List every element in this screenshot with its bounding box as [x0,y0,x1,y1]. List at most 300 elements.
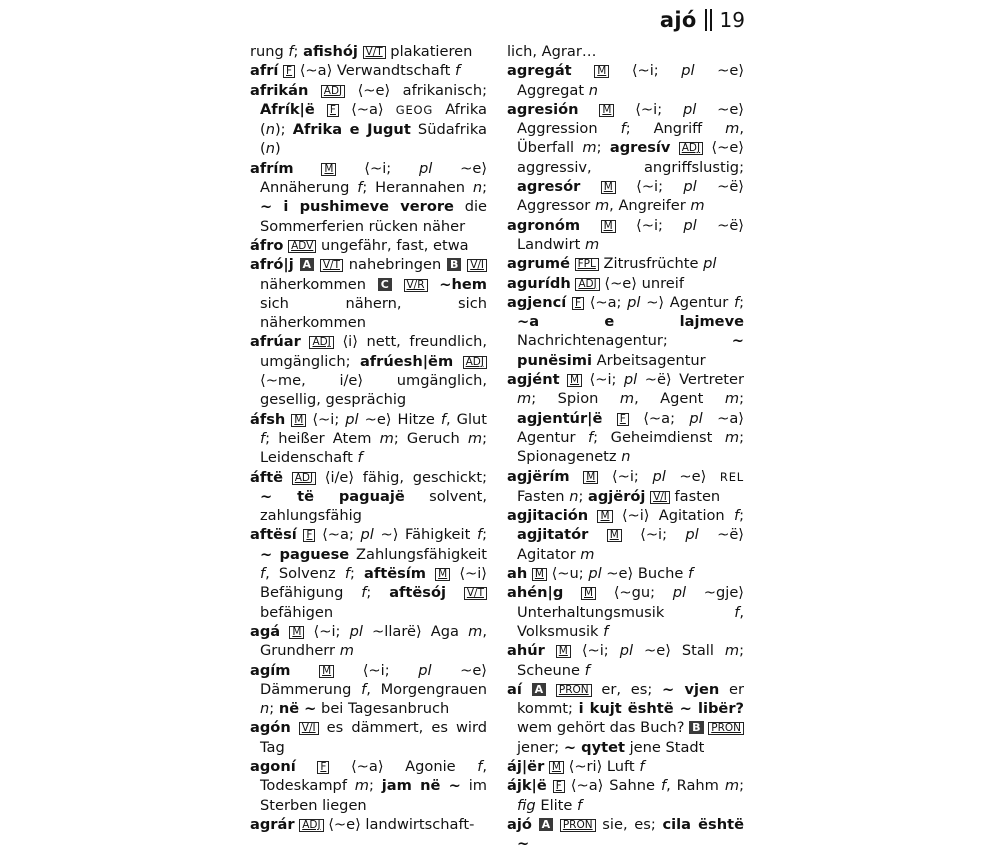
entry-text: , Rahm [666,777,725,795]
grammar-abbrev: f [440,410,447,428]
entry-text: ; [578,487,589,505]
dictionary-entry [507,583,744,641]
grammar-abbrev: m [467,429,483,447]
grammar-abbrev: n [569,487,579,505]
entry-text: Nachrichtenagentur; [517,332,732,350]
entry-text: ; [739,777,744,795]
headword: agjitación [507,507,589,525]
part-of-speech-label: M [599,104,614,117]
headword: agím [250,661,291,679]
entry-text: , Morgengrauen [366,680,488,698]
headword: áfro [250,236,284,254]
headword: ahén|g [507,584,564,602]
entry-text [588,526,606,543]
entry-text: ; Scheune [517,642,744,679]
dictionary-entry [250,81,487,159]
entry-text: ⟨~a⟩ [338,100,396,118]
entry-text: , Todeskampf [260,757,487,795]
headword: ~ punësimi [517,332,744,369]
headword: i kujt është ~ libër? [578,700,744,718]
grammar-abbrev: pl [623,371,638,389]
dictionary-entry [250,159,487,236]
entry-text [572,62,595,79]
headword: ~hem [439,275,487,293]
headword: agoní [250,757,296,775]
entry-text: ; heißer Atem [265,429,380,447]
entry-text: die Sommerferien rücken näher [260,198,487,235]
entry-text: wem gehört das Buch? [517,719,690,737]
entry-text: ⟨~me, i/e⟩ umgänglich, gesellig, gesprächig [260,372,487,409]
entry-text: ~a⟩ Agentur [517,409,744,446]
part-of-speech-label: ADJ [575,278,599,291]
entry-text [602,410,616,427]
entry-text: Afrika ( [260,100,488,139]
entry-text: ⟨~i; [615,178,684,196]
headword: agurídh [507,274,571,292]
entry-text: solvent, zahlungsfähig [260,487,487,525]
dictionary-entry [507,467,744,507]
headword: në ~ [278,700,317,718]
entry-text [297,526,304,543]
grammar-abbrev: f [454,62,461,80]
headword: agjërój [588,487,646,505]
part-of-speech-label: PRON [560,819,596,832]
headword: agón [250,719,291,737]
headword: aftësí [250,526,297,544]
entry-text: er kommt; [517,680,744,718]
entry-text: jener; [517,738,564,756]
grammar-abbrev: f [733,293,740,311]
headword: Afrika e Jugut [292,121,411,139]
dictionary-entry [250,757,487,815]
entry-text: ; [739,507,745,525]
entry-text [588,507,597,524]
headword: aftësój [389,584,446,602]
dictionary-entry [250,525,487,621]
dictionary-entry [250,61,487,80]
entry-text: nahebringen [342,256,448,274]
dictionary-entry [507,506,744,564]
entry-text [670,139,678,156]
grammar-abbrev: pl [652,467,666,485]
entry-text [570,468,584,485]
entry-text [301,333,310,350]
entry-text: ~⟩ Agentur [640,293,734,311]
dictionary-entry [507,254,744,273]
dictionary-entry [250,236,487,255]
grammar-abbrev: f [361,584,367,602]
headword: agjërím [507,467,570,485]
dictionary-entry [250,255,487,332]
entry-text: ; Leidenschaft [260,429,487,467]
entry-text: ⟨i⟩ nett, freundlich, umgänglich; [260,333,488,370]
dictionary-entry [507,641,744,680]
entry-text: ⟨~i⟩ Befähigung [260,565,488,602]
grammar-abbrev: f [260,565,266,583]
entry-text: , Glut [446,410,488,428]
entry-text [580,178,600,195]
part-of-speech-label: F [617,413,629,426]
entry-text: Zitrusfrüchte [598,255,704,273]
entry-text [291,719,299,736]
dictionary-entry [250,42,487,61]
grammar-abbrev: m [517,390,532,408]
entry-text: , Solvenz [265,565,345,583]
part-of-speech-label: M [435,568,450,581]
headword: afishój [303,43,358,60]
entry-text: ~e⟩ Aggregat [517,62,745,99]
entry-text: lich, Agrar… [507,43,597,60]
grammar-abbrev: f [288,43,294,60]
headword: agjitatór [517,526,589,544]
grammar-abbrev: f [344,565,350,583]
entry-text [563,584,581,601]
grammar-abbrev: f [477,757,483,775]
left-column [250,42,487,834]
entry-text: ~e⟩ Buche [601,565,688,583]
part-of-speech-label: M [289,626,304,639]
headword: agrár [250,815,295,833]
entry-text [280,623,289,640]
grammar-abbrev: m [354,777,370,795]
sense-marker: A [300,258,315,271]
headword: jam në ~ [381,777,461,795]
grammar-abbrev: m [724,642,740,660]
headword: ~ paguese [260,545,350,563]
part-of-speech-label: F [283,65,295,78]
entry-text [560,371,567,388]
entry-text: im Sterben liegen [260,777,487,814]
grammar-abbrev: f [734,603,740,621]
grammar-abbrev: n [588,81,598,99]
grammar-abbrev: pl [672,584,687,602]
part-of-speech-label: M [556,645,571,658]
part-of-speech-label: V/T [363,46,386,59]
grammar-abbrev: pl [360,526,374,544]
headword: agregát [507,62,572,80]
entry-text: ⟨~e⟩ landwirtschaft- [323,815,475,833]
dictionary-entry [507,42,744,61]
grammar-abbrev: pl [683,178,697,196]
running-header [660,5,745,35]
entry-text: ); [274,121,293,139]
part-of-speech-label: PRON [708,722,744,735]
entry-text [283,469,292,486]
dictionary-entry [507,216,744,255]
entry-text [546,681,556,698]
entry-text: ~ë⟩ Agitator [517,526,745,563]
part-of-speech-label: F [553,780,565,793]
dictionary-entry [250,718,487,757]
part-of-speech-label: ADJ [309,336,333,349]
part-of-speech-label: V/T [464,587,487,600]
entry-text [522,681,532,698]
grammar-abbrev: pl [345,410,359,428]
headword: ~ vjen [662,680,720,698]
part-of-speech-label: V/I [467,259,487,272]
entry-text [532,816,539,833]
dictionary-entry [250,815,487,834]
dictionary-entry [507,815,744,853]
headword: áftë [250,468,284,486]
entry-text: ⟨~a⟩ Verwandtschaft [295,62,455,80]
entry-text: ; [739,390,744,408]
grammar-abbrev: f [476,526,483,544]
entry-text: , Volksmusik [517,603,744,640]
entry-text: ⟨~ri⟩ Luft [563,757,640,775]
entry-text: Südafrika ( [260,121,487,158]
entry-text: ⟨~i⟩ Agitation [612,507,734,525]
grammar-abbrev: pl [627,293,641,311]
entry-text: sich nähern, sich näherkommen [260,294,487,332]
grammar-abbrev: f [588,428,594,446]
entry-text: , Agent [634,390,725,408]
headword: Afrík|ë [260,100,315,118]
sense-marker: A [532,683,547,696]
part-of-speech-label: V/R [404,279,428,292]
entry-text: ⟨~e⟩ unreif [599,274,684,292]
grammar-abbrev: m [594,197,610,215]
entry-text: Zahlungsfähigkeit [349,545,487,563]
domain-label: REL [719,469,744,484]
entry-text: ; [293,43,304,60]
grammar-abbrev: pl [349,622,363,640]
grammar-abbrev: m [379,429,394,447]
part-of-speech-label: ADV [288,240,316,253]
entry-text: ⟨~i; [336,159,419,177]
part-of-speech-label: V/T [320,259,343,272]
part-of-speech-label: F [317,761,329,774]
entry-text: ~ë⟩ Aggressor [517,178,744,215]
grammar-abbrev: f [584,661,590,679]
entry-text: ~llarë⟩ Aga [362,622,469,640]
entry-text: ⟨~a; [628,409,690,427]
dictionary-entry [507,61,744,100]
grammar-abbrev: n [472,179,483,197]
grammar-abbrev: pl [682,100,697,118]
header-headword: ajó [659,8,697,32]
dictionary-entry [507,100,744,216]
entry-text [580,217,600,234]
dictionary-entry [507,757,744,776]
grammar-abbrev: pl [683,216,697,234]
entry-text [308,82,320,99]
entry-text: ; [269,700,279,718]
grammar-abbrev: n [621,448,631,466]
entry-text: ~⟩ Fähigkeit [373,526,477,544]
entry-text: ~e⟩ Stall [633,642,725,660]
dictionary-entry [507,293,744,370]
entry-text: ⟨~a⟩ Agonie [329,757,478,775]
dictionary-entry [507,776,744,815]
dictionary-entry [250,332,487,409]
page-number: 19 [719,8,745,32]
entry-text: ⟨~a⟩ Sahne [564,777,661,795]
part-of-speech-label: M [567,374,582,387]
entry-text [296,758,318,775]
entry-text [426,565,435,582]
entry-text [294,160,322,177]
dictionary-entry [507,680,744,757]
entry-text: ; [482,526,487,544]
grammar-abbrev: pl [703,255,717,273]
entry-text: es dämmert, es wird Tag [260,719,487,756]
entry-text: ⟨~i; [570,642,620,660]
grammar-abbrev: m [724,428,740,446]
grammar-abbrev: m [584,235,600,253]
grammar-abbrev: f [733,507,740,525]
entry-text: bei Tagesanbruch [316,700,450,718]
headword: aí [507,680,522,698]
grammar-abbrev: m [619,390,635,408]
part-of-speech-label: ADJ [292,472,316,485]
part-of-speech-label: M [532,568,547,581]
entry-text: fasten [669,487,721,505]
dictionary-entry [250,622,487,661]
entry-text: ⟨~a; [584,293,628,311]
entry-text: ungefähr, fast, etwa [316,236,469,254]
part-of-speech-label: M [607,529,622,542]
entry-text: Arbeitsagentur [592,351,706,369]
grammar-abbrev: pl [689,409,703,427]
entry-text: , Grundherr [260,622,488,660]
entry-text: näherkommen [260,275,378,293]
part-of-speech-label: V/I [650,491,670,504]
grammar-abbrev: m [468,622,483,640]
entry-text: , Angreifer [609,197,691,215]
part-of-speech-label: ADJ [299,819,323,832]
entry-text: ⟨~i; [609,62,682,80]
entry-text: ⟨~gu; [596,584,673,602]
entry-text: plakatieren [385,43,473,60]
grammar-abbrev: pl [418,661,432,679]
entry-text: Fasten [517,487,570,505]
entry-text [553,816,560,833]
grammar-abbrev: f [357,449,363,467]
entry-text: ; [596,139,610,157]
grammar-abbrev: f [639,757,645,775]
entry-text: ~e⟩ [665,467,720,485]
entry-text: Elite [535,796,578,814]
headword: ~ të paguajë [260,487,405,505]
dictionary-entry [250,468,487,526]
grammar-abbrev: f [620,120,626,138]
domain-label: GEOG [395,102,434,117]
part-of-speech-label: M [597,510,612,523]
headword: cila është ~ [517,815,745,853]
grammar-abbrev: f [357,179,363,197]
part-of-speech-label: V/I [299,722,319,735]
grammar-abbrev: m [580,545,595,563]
grammar-abbrev: m [724,777,740,795]
right-column [507,42,744,853]
entry-text: ~e⟩ Dämmerung [260,661,488,698]
sense-marker: A [539,818,554,831]
entry-text: ⟨~i; [621,526,686,544]
entry-text: ⟨i/e⟩ fähig, geschickt; [316,468,487,486]
entry-text: sie, es; [595,815,663,833]
entry-text: , Überfall [517,120,744,157]
headword: ájk|ë [507,777,547,795]
part-of-speech-label: M [583,471,598,484]
grammar-abbrev: m [339,642,354,660]
headword: agjencí [507,293,567,311]
part-of-speech-label: ADJ [679,142,703,155]
entry-text [315,101,327,118]
part-of-speech-label: ADJ [321,85,345,98]
part-of-speech-label: M [601,181,616,194]
part-of-speech-label: M [291,414,306,427]
grammar-abbrev: f [660,777,667,795]
entry-text: ⟨~i; [306,410,346,428]
part-of-speech-label: F [303,529,315,542]
entry-text: ⟨~i; [615,216,684,234]
headword: ahúr [507,642,545,660]
headword: agresív [609,139,671,157]
entry-text [446,584,464,601]
dictionary-entry [250,410,487,468]
grammar-abbrev: m [724,390,740,408]
entry-text: ; [482,179,487,197]
entry-text: ⟨~i; [614,100,683,118]
headword: afrí [250,62,279,80]
entry-text: befähigen [260,603,334,621]
headword: agronóm [507,216,581,234]
entry-text: ; Geruch [393,429,468,447]
entry-text: ~e⟩ Aggression [517,100,744,138]
part-of-speech-label: F [572,297,584,310]
headword: ah [507,565,528,583]
grammar-abbrev: f [361,680,367,698]
headword: afró|j [250,256,294,274]
grammar-abbrev: pl [418,159,433,177]
grammar-abbrev: pl [685,526,699,544]
part-of-speech-label: M [321,163,336,176]
entry-text: ⟨~i; [582,371,624,389]
entry-text: ; Spionagenetz [517,428,744,466]
entry-text [428,276,440,293]
grammar-abbrev: f [577,796,583,814]
entry-text: ; [739,293,745,311]
headword: aftësím [364,565,426,583]
dictionary-entry [507,370,744,466]
entry-text: ~ë⟩ Vertreter [637,371,744,389]
headword: ~a e lajmeve [517,313,744,331]
headword: afrím [250,159,294,177]
part-of-speech-label: M [594,65,609,78]
part-of-speech-label: M [581,587,596,600]
grammar-abbrev: pl [588,565,602,583]
headword: agjentúr|ë [517,409,603,427]
entry-text: ⟨~i; [334,661,419,679]
entry-text [579,101,600,118]
headword: agresór [517,178,581,196]
entry-text: ; [369,777,382,795]
dictionary-entry [507,564,744,583]
entry-text: ⟨~u; [546,565,589,583]
entry-text: ⟨~e⟩ afrikanisch; [345,81,487,99]
entry-text: ~e⟩ Annäherung [260,159,488,197]
grammar-abbrev: fig [517,796,536,814]
headword: afrúesh|ëm [359,352,454,370]
entry-text: ; Angriff [625,120,726,138]
entry-text: ~gje⟩ Unterhaltungsmusik [517,584,745,621]
grammar-abbrev: f [260,429,266,447]
headword: ~ qytet [563,738,625,756]
headword: agjént [507,371,560,389]
entry-text [453,353,462,370]
headword: agá [250,622,281,640]
